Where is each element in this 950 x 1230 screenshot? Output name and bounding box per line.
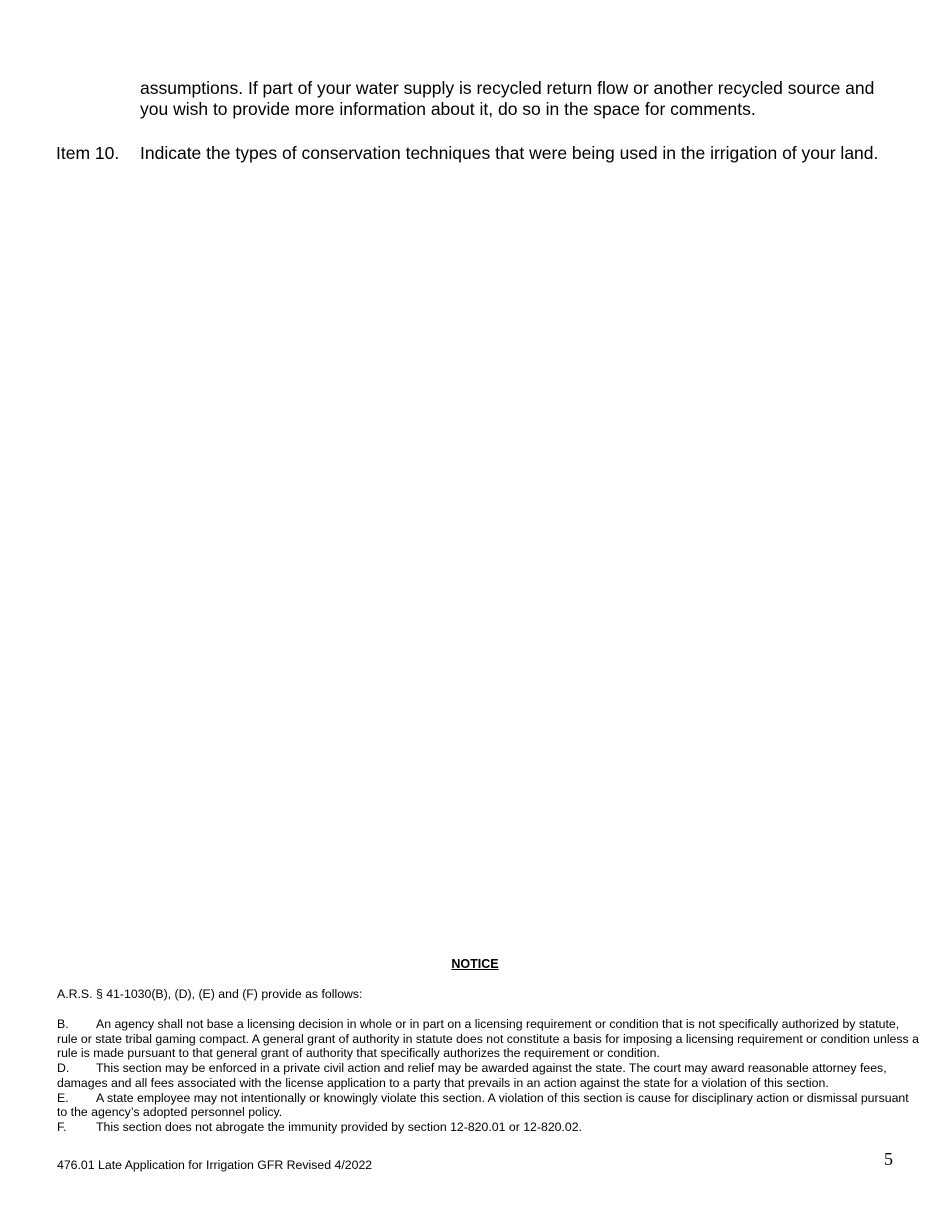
clause-text: This section may be enforced in a private civil action and relief may be awarded against the state. The court may award reasonable attorney fees, damages and all fees associated with the license application to a party that prevails in an action against the state for a violation of this section.	[57, 1061, 887, 1090]
clause-text: An agency shall not base a licensing decision in whole or in part on a licensing requirement or condition that is not specifically authorized by statute, rule or state tribal gaming compact. A general grant of authority in statute does not constitute a basis for imposing a licensing requirement or condition unless a rule is made pursuant to that general grant of authority that specifically authorizes the requirement or condition.	[57, 1017, 919, 1061]
clause-text: This section does not abrogate the immunity provided by section 12-820.01 or 12-820.02.	[96, 1119, 583, 1134]
notice-clause-f	[57, 1120, 919, 1135]
item-10-label: Item 10.	[56, 143, 120, 163]
clause-letter: D.	[57, 1061, 70, 1076]
clause-letter: F.	[57, 1119, 67, 1134]
instruction-item-10	[56, 143, 906, 164]
notice-clause-e	[57, 1091, 919, 1120]
instruction-continuation-text: assumptions. If part of your water supply is recycled return flow or another recycled source and you wish to provide more information about it, do so in the space for comments.	[140, 78, 875, 119]
clause-text: A state employee may not intentionally or knowingly violate this section. A violation of this section is cause for disciplinary action or dismissal pursuant to the agency’s adopted personnel policy.	[57, 1090, 909, 1120]
notice-intro: A.R.S. § 41-1030(B), (D), (E) and (F) provide as follows:	[57, 987, 363, 1001]
notice-clause-d	[57, 1061, 919, 1090]
notice-clause-b	[57, 1017, 919, 1061]
item-10-text: Indicate the types of conservation techniques that were being used in the irrigation of your land.	[140, 143, 879, 163]
notice-clause-list	[57, 1017, 919, 1135]
footer-form-label: 476.01 Late Application for Irrigation GFR Revised 4/2022	[57, 1158, 373, 1172]
page-number: 5	[884, 1149, 893, 1169]
notice-title: NOTICE	[451, 957, 499, 971]
clause-letter: B.	[57, 1017, 69, 1031]
clause-letter: E.	[57, 1090, 69, 1105]
